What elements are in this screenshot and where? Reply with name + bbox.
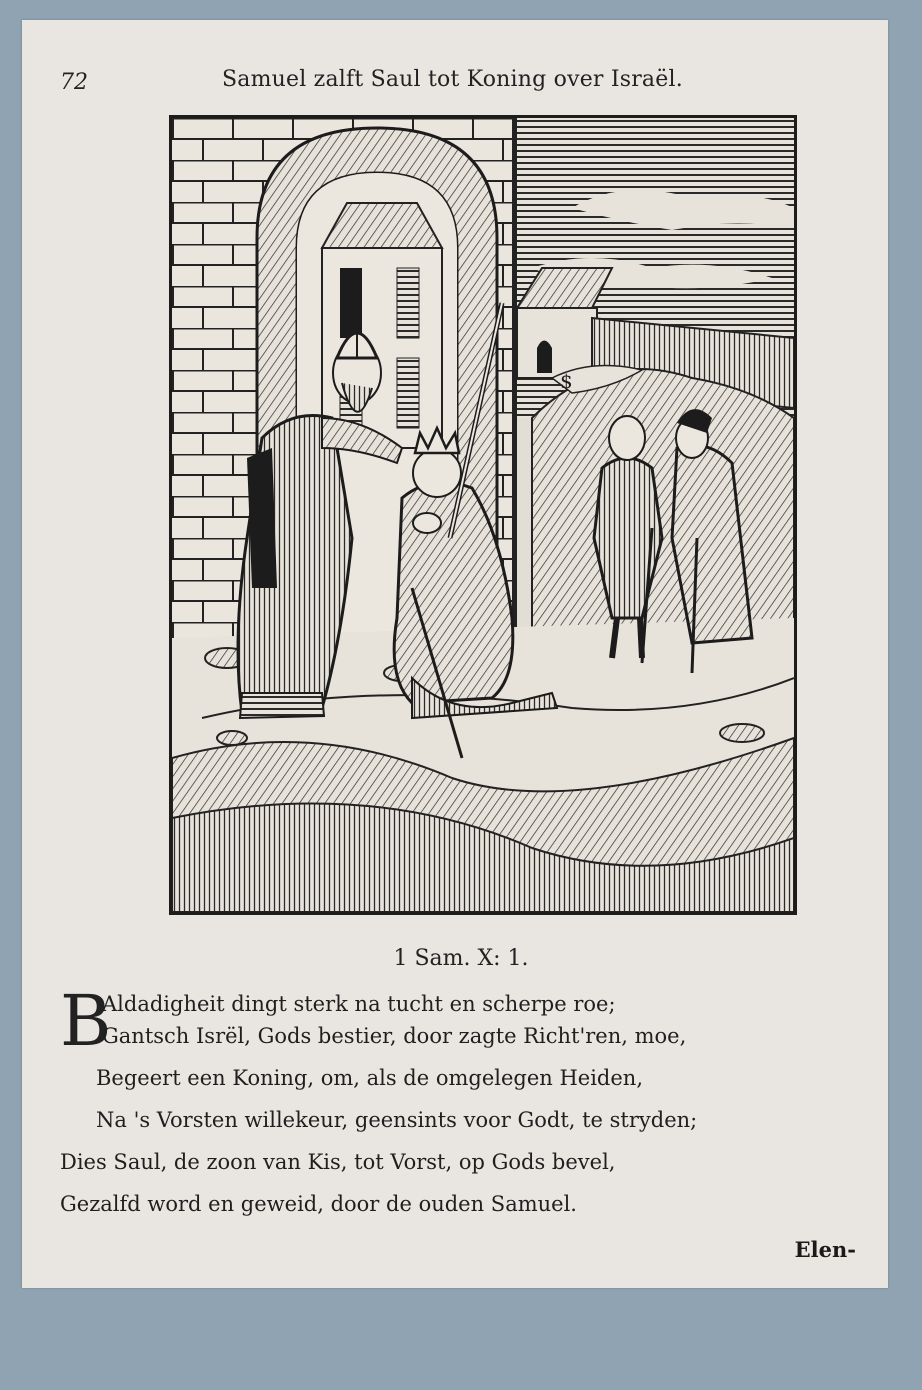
hill xyxy=(532,369,794,638)
verse-line: Dies Saul, de zoon van Kis, tot Vorst, op Gods bevel, xyxy=(60,1150,616,1174)
verse-line: Begeert een Koning, om, als de omgelegen Heiden, xyxy=(96,1066,644,1090)
artist-monogram: $ xyxy=(560,369,573,393)
scripture-reference: 1 Sam. X: 1. xyxy=(393,946,529,971)
verse-line: Aldadigheit dingt sterk na tucht en scherpe roe; xyxy=(102,992,616,1016)
page-number: 72 xyxy=(60,70,88,95)
woodcut-illustration xyxy=(169,115,797,915)
verse-line: Gantsch Isrël, Gods bestier, door zagte Richt'ren, moe, xyxy=(102,1024,687,1048)
drop-capital: B xyxy=(60,980,112,1062)
stone xyxy=(720,724,764,742)
verse-line: Na 's Vorsten willekeur, geensints voor Godt, te stryden; xyxy=(96,1108,698,1132)
stone xyxy=(217,731,247,745)
catchword: Elen- xyxy=(794,1237,856,1262)
running-head: Samuel zalft Saul tot Koning over Israël. xyxy=(222,67,683,92)
book-page xyxy=(22,20,888,1288)
verse-line: Gezalfd word en geweid, door de ouden Samuel. xyxy=(60,1192,577,1216)
